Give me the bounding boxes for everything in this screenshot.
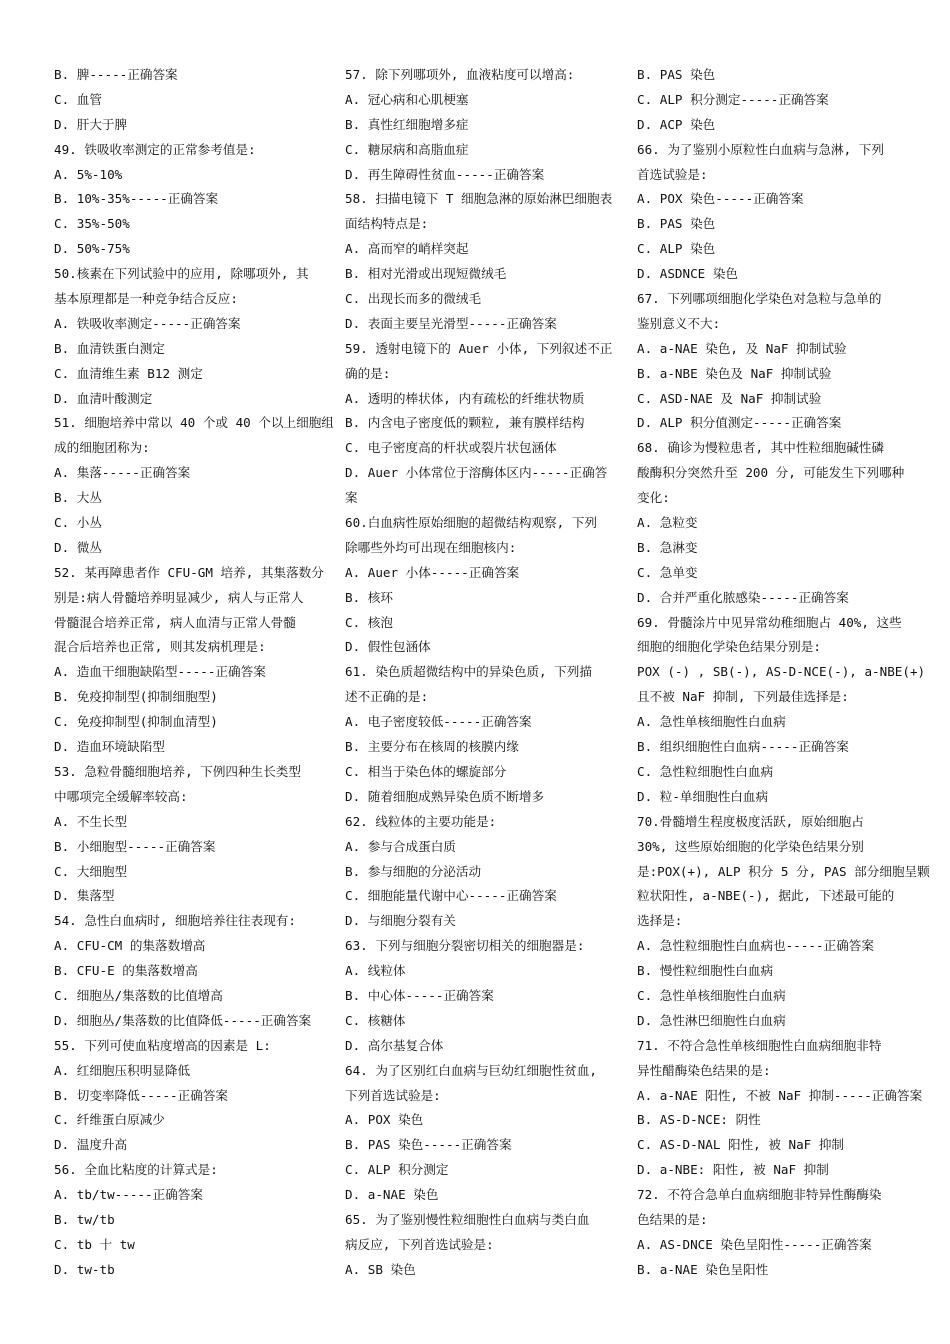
text-line: A. 造血干细胞缺陷型-----正确答案 (54, 664, 266, 680)
text-line: A. 高而窄的峭样突起 (345, 241, 469, 257)
text-line: B. PAS 染色-----正确答案 (345, 1137, 512, 1153)
text-line: A. 红细胞压积明显降低 (54, 1062, 191, 1078)
text-line: B. 中心体-----正确答案 (345, 987, 494, 1003)
text-line: 59. 透射电镜下的 Auer 小体, 下列叙述不正 (345, 340, 613, 356)
text-line: A. 5%-10% (54, 166, 123, 182)
text-line: B. 切变率降低-----正确答案 (54, 1087, 229, 1103)
text-line: B. 慢性粒细胞性白血病 (637, 963, 774, 979)
text-line: B. AS-D-NCE: 阴性 (637, 1112, 761, 1128)
text-line: 下列首选试验是: (345, 1087, 441, 1103)
text-line: B. 脾-----正确答案 (54, 67, 178, 82)
text-line: C. 急性单核细胞性白血病 (637, 987, 786, 1003)
text-line: A. 集落-----正确答案 (54, 465, 191, 481)
text-line: C. 核糖体 (345, 1012, 406, 1028)
text-line: C. 细胞能量代谢中心-----正确答案 (345, 888, 557, 904)
text-line: 54. 急性白血病时, 细胞培养往往表现有: (54, 913, 296, 929)
text-line: A. tb/tw-----正确答案 (54, 1187, 203, 1203)
text-line: C. 相当于染色体的螺旋部分 (345, 763, 507, 779)
text-line: C. ALP 积分测定-----正确答案 (637, 91, 829, 107)
text-line: A. 线粒体 (345, 963, 406, 979)
text-line: D. 随着细胞成熟异染色质不断增多 (345, 788, 545, 804)
text-line: C. tb 十 tw (54, 1236, 135, 1252)
text-line: B. 主要分布在核周的核膜内缘 (345, 739, 519, 755)
text-line: 案 (345, 490, 358, 506)
text-line: B. 10%-35%-----正确答案 (54, 191, 219, 207)
text-line: 酸酶积分突然升至 200 分, 可能发生下列哪种 (637, 465, 905, 481)
text-line: 述不正确的是: (345, 689, 429, 705)
text-line: 异性醋酶染色结果的是: (637, 1062, 771, 1078)
text-line: 58. 扫描电镜下 T 细胞急淋的原始淋巴细胞表 (345, 191, 613, 207)
text-line: D. 造血环境缺陷型 (54, 739, 165, 755)
text-line: 70.骨髓增生程度极度活跃, 原始细胞占 (637, 813, 864, 829)
text-line: A. a-NAE 染色, 及 NaF 抑制试验 (637, 340, 847, 356)
text-line: A. SB 染色 (345, 1261, 416, 1277)
text-line: 首选试验是: (637, 166, 708, 182)
text-line: D. Auer 小体常位于溶酶体区内-----正确答 (345, 465, 608, 481)
text-column-left (54, 63, 334, 1283)
text-line: B. 参与细胞的分泌活动 (345, 863, 482, 879)
text-line: C. 出现长而多的微绒毛 (345, 291, 482, 307)
text-line: 混合后培养也正常, 则其发病机理是: (54, 639, 266, 655)
text-line: B. 免疫抑制型(抑制细胞型) (54, 689, 218, 705)
text-line: 面结构特点是: (345, 216, 429, 232)
text-line: 选择是: (637, 913, 683, 929)
text-line: C. 血清维生素 B12 测定 (54, 365, 203, 381)
text-line: C. 大细胞型 (54, 863, 128, 879)
text-line: C. 电子密度高的杆状或裂片状包涵体 (345, 440, 557, 456)
text-line: A. 铁吸收率测定-----正确答案 (54, 315, 241, 331)
text-line: C. 急单变 (637, 564, 698, 580)
text-line: 30%, 这些原始细胞的化学染色结果分别 (637, 838, 864, 854)
text-line: 53. 急粒骨髓细胞培养, 下例四种生长类型 (54, 763, 301, 779)
text-line: B. a-NAE 染色呈阳性 (637, 1261, 769, 1277)
text-line: C. 核泡 (345, 614, 393, 630)
text-line: 55. 下列可使血粘度增高的因素是 L: (54, 1037, 271, 1053)
text-line: D. ALP 积分值测定-----正确答案 (637, 415, 842, 431)
text-line: A. 冠心病和心肌梗塞 (345, 91, 469, 107)
text-line: 66. 为了鉴别小原粒性白血病与急淋, 下列 (637, 141, 884, 157)
text-line: D. ACP 染色 (637, 116, 716, 132)
text-line: D. a-NAE 染色 (345, 1187, 439, 1203)
text-line: D. 再生障碍性贫血-----正确答案 (345, 166, 545, 182)
text-line: 49. 铁吸收率测定的正常参考值是: (54, 141, 256, 157)
text-line: 粒状阳性, a-NBE(-), 据此, 下述最可能的 (637, 888, 895, 904)
text-line: 确的是: (345, 365, 391, 381)
text-line: 57. 除下列哪项外, 血液粘度可以增高: (345, 67, 575, 82)
text-line: B. a-NBE 染色及 NaF 抑制试验 (637, 365, 832, 381)
text-line: C. 纤维蛋白原减少 (54, 1112, 165, 1128)
text-line: B. PAS 染色 (637, 67, 716, 82)
text-line: 中哪项完全缓解率较高: (54, 788, 188, 804)
text-line: D. 温度升高 (54, 1137, 128, 1153)
text-line: D. 肝大于脾 (54, 116, 128, 132)
text-line: C. 35%-50% (54, 216, 130, 232)
text-line: 除哪些外均可出现在细胞核内: (345, 539, 517, 555)
text-line: C. 糖尿病和高脂血症 (345, 141, 469, 157)
text-line: C. 急性粒细胞性白血病 (637, 763, 774, 779)
text-line: A. 急粒变 (637, 515, 698, 531)
text-line: 色结果的是: (637, 1211, 708, 1227)
text-column-middle (345, 63, 613, 1283)
text-line: D. a-NBE: 阳性, 被 NaF 抑制 (637, 1162, 829, 1178)
text-line: A. 透明的棒状体, 内有疏松的纤维状物质 (345, 390, 585, 406)
text-line: 基本原理都是一种竞争结合反应: (54, 291, 238, 307)
text-line: A. 急性粒细胞性白血病也-----正确答案 (637, 938, 874, 954)
text-line: 成的细胞团称为: (54, 440, 150, 456)
text-line: C. ALP 积分测定 (345, 1162, 449, 1178)
text-line: 骨髓混合培养正常, 病人血清与正常人骨髓 (54, 614, 296, 630)
text-line: B. tw/tb (54, 1211, 115, 1227)
text-line: A. CFU-CM 的集落数增高 (54, 938, 206, 954)
text-line: B. 大丛 (54, 490, 102, 506)
text-line: A. POX 染色-----正确答案 (637, 191, 804, 207)
text-line: B. 组织细胞性白血病-----正确答案 (637, 739, 849, 755)
text-line: D. tw-tb (54, 1261, 115, 1277)
text-line: D. 粒-单细胞性白血病 (637, 788, 769, 804)
text-line: 鉴别意义不大: (637, 315, 721, 331)
text-line: A. 参与合成蛋白质 (345, 838, 456, 854)
text-line: B. CFU-E 的集落数增高 (54, 963, 198, 979)
text-line: B. 内含电子密度低的颗粒, 兼有膜样结构 (345, 415, 585, 431)
text-line: 细胞的细胞化学染色结果分别是: (637, 639, 821, 655)
text-line: D. 细胞丛/集落数的比值降低-----正确答案 (54, 1012, 312, 1028)
text-line: A. AS-DNCE 染色呈阳性-----正确答案 (637, 1236, 872, 1252)
text-line: D. 集落型 (54, 888, 115, 904)
text-line: D. 微丛 (54, 539, 102, 555)
text-line: 64. 为了区别红白血病与巨幼红细胞性贫血, (345, 1062, 598, 1078)
text-line: B. 血清铁蛋白测定 (54, 340, 165, 356)
text-line: 60.白血病性原始细胞的超微结构观察, 下列 (345, 515, 598, 531)
text-line: A. Auer 小体-----正确答案 (345, 564, 520, 580)
text-line: C. ALP 染色 (637, 241, 716, 257)
text-line: D. 高尔基复合体 (345, 1037, 444, 1053)
text-line: 65. 为了鉴别慢性粒细胞性白血病与类白血 (345, 1211, 590, 1227)
text-line: B. 核环 (345, 589, 393, 605)
text-line: D. 假性包涵体 (345, 639, 431, 655)
text-line: 67. 下列哪项细胞化学染色对急粒与急单的 (637, 291, 882, 307)
text-line: 63. 下列与细胞分裂密切相关的细胞器是: (345, 938, 585, 954)
text-line: C. 小丛 (54, 515, 102, 531)
text-line: D. 与细胞分裂有关 (345, 913, 456, 929)
text-line: D. 50%-75% (54, 241, 130, 257)
text-line: 52. 某再障患者作 CFU-GM 培养, 其集落数分 (54, 564, 324, 580)
text-line: D. 血清叶酸测定 (54, 390, 153, 406)
text-line: D. 表面主要呈光滑型-----正确答案 (345, 315, 557, 331)
text-line: 72. 不符合急单白血病细胞非特异性酶酶染 (637, 1187, 882, 1203)
text-line: A. a-NAE 阳性, 不被 NaF 抑制-----正确答案 (637, 1087, 923, 1103)
text-line: 56. 全血比粘度的计算式是: (54, 1162, 218, 1178)
text-line: 51. 细胞培养中常以 40 个或 40 个以上细胞组 (54, 415, 334, 431)
text-line: B. 小细胞型-----正确答案 (54, 838, 216, 854)
text-line: A. 急性单核细胞性白血病 (637, 714, 786, 730)
text-line: 69. 骨髓涂片中见异常幼稚细胞占 40%, 这些 (637, 614, 902, 630)
text-line: 别是:病人骨髓培养明显减少, 病人与正常人 (54, 589, 304, 605)
text-line: 病反应, 下列首选试验是: (345, 1236, 494, 1252)
text-line: 61. 染色质超微结构中的异染色质, 下列描 (345, 664, 592, 680)
text-line: 68. 确诊为慢粒患者, 其中性粒细胞碱性磷 (637, 440, 884, 456)
text-line: D. ASDNCE 染色 (637, 266, 739, 282)
text-line: A. 电子密度较低-----正确答案 (345, 714, 532, 730)
text-line: 变化: (637, 490, 670, 506)
text-line: 是:POX(+), ALP 积分 5 分, PAS 部分细胞呈颗 (637, 863, 930, 879)
text-line: 71. 不符合急性单核细胞性白血病细胞非特 (637, 1037, 882, 1053)
text-line: C. 血管 (54, 91, 102, 107)
text-line: POX (-) , SB(-), AS-D-NCE(-), a-NBE(+) (637, 664, 926, 680)
text-line: B. 急淋变 (637, 539, 698, 555)
text-line: B. 相对光滑或出现短微绒毛 (345, 266, 507, 282)
text-line: 50.核素在下列试验中的应用, 除哪项外, 其 (54, 266, 309, 282)
text-line: A. 不生长型 (54, 813, 128, 829)
text-column-right (637, 63, 930, 1283)
text-line: D. 急性淋巴细胞性白血病 (637, 1012, 786, 1028)
text-line: B. PAS 染色 (637, 216, 716, 232)
text-line: C. ASD-NAE 及 NaF 抑制试验 (637, 390, 822, 406)
text-line: C. 免疫抑制型(抑制血清型) (54, 714, 218, 730)
text-line: 62. 线粒体的主要功能是: (345, 813, 497, 829)
text-line: D. 合并严重化脓感染-----正确答案 (637, 589, 849, 605)
text-line: B. 真性红细胞增多症 (345, 116, 469, 132)
text-line: 且不被 NaF 抑制, 下列最佳选择是: (637, 689, 849, 705)
text-line: C. AS-D-NAL 阳性, 被 NaF 抑制 (637, 1137, 845, 1153)
text-line: C. 细胞丛/集落数的比值增高 (54, 987, 223, 1003)
text-line: A. POX 染色 (345, 1112, 424, 1128)
